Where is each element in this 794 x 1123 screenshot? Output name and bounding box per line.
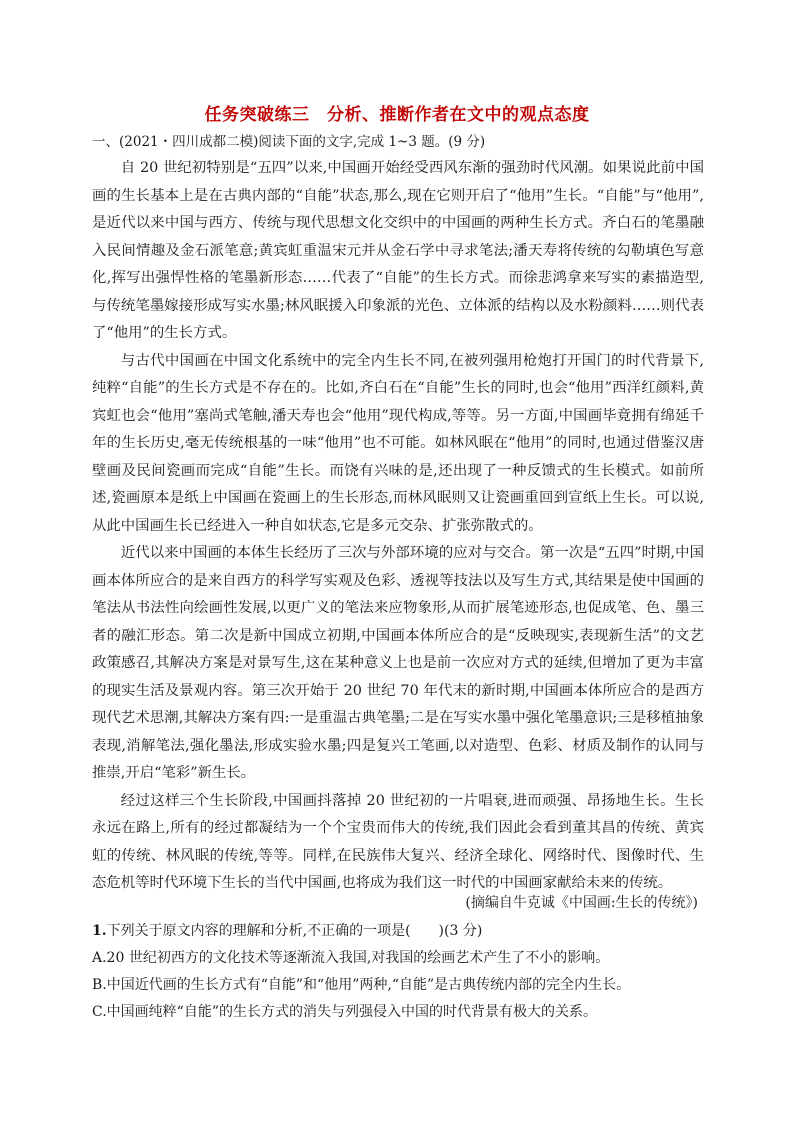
option-a: A.20 世纪初西方的文化技术等逐渐流入我国,对我国的绘画艺术产生了不小的影响。	[92, 950, 610, 966]
option-b: B.中国近代画的生长方式有“自能”和“他用”两种,“自能”是古典传统内部的完全内生长。	[92, 977, 631, 993]
question-stem	[92, 920, 704, 942]
question-1	[92, 920, 704, 1028]
question-stem-text: 下列关于原文内容的理解和分析,不正确的一项是( )(3 分)	[106, 923, 483, 939]
article-paragraph: 近代以来中国画的本体生长经历了三次与外部环境的应对与交合。第一次是“五四”时期,中国画本体所应合的是来自西方的科学写实观及色彩、透视等技法以及写生方式,其结果是使中国画的笔法从书法性向绘画性发展,以更广义的笔法来应物象形,从而扩展笔迹形态,也促成笔、色、墨三者的融汇形态。第二次是新中国成立初期,中国画本体所应合的是“反映现实,表现新生活”的文艺政策感召,其解决方案是对景写生,这在某种意义上也是前一次应对方式的延续,但增加了更为丰富的现实生活及景观内容。第三次开始于 20 世纪 70 年代末的新时期,中国画本体所应合的是西方现代艺术思潮,其解决方案有四:一是重温古典笔墨;二是在写实水墨中强化笔墨意识;三是移植抽象表现,消解笔法,强化墨法,形成实验水墨;四是复兴工笔画,以对造型、色彩、材质及制作的认同与推崇,开启“笔彩”新生长。	[92, 545, 704, 781]
section-intro: 一、(2021・四川成都二模)阅读下面的文字,完成 1~3 题。(9 分)	[92, 134, 486, 150]
question-number: 1.	[92, 923, 107, 939]
page-title: 任务突破练三 分析、推断作者在文中的观点态度	[204, 105, 590, 125]
article-body	[92, 155, 704, 898]
article-source: (摘编自牛克诚《中国画:生长的传统》)	[465, 895, 698, 911]
article-paragraph: 经过这样三个生长阶段,中国画抖落掉 20 世纪初的一片唱衰,进而顽强、昂扬地生长。生长永远在路上,所有的经过都凝结为一个个宝贵而伟大的传统,我们因此会看到董其昌的传统、黄宾虹的传统、林风眠的传统,等等。同样,在民族伟大复兴、经济全球化、网络时代、图像时代、生态危机等时代环境下生长的当代中国画,也将成为我们这一时代的中国画家献给未来的传统。	[92, 792, 704, 891]
article-paragraph: 自 20 世纪初特别是“五四”以来,中国画开始经受西风东渐的强劲时代风潮。如果说此前中国画的生长基本上是在古典内部的“自能”状态,那么,现在它则开启了“他用”生长。“自能”与“他用”,是近代以来中国与西方、传统与现代思想文化交织中的中国画的两种生长方式。齐白石的笔墨融入民间情趣及金石派笔意;黄宾虹重温宋元并从金石学中寻求笔法;潘天寿将传统的勾勒填色写意化,挥写出强悍性格的笔墨新形态……代表了“自能”的生长方式。而徐悲鸿拿来写实的素描造型,与传统笔墨嫁接形成写实水墨;林风眠援入印象派的光色、立体派的结构以及水粉颜料……则代表了“他用”的生长方式。	[92, 160, 704, 341]
article-paragraph: 与古代中国画在中国文化系统中的完全内生长不同,在被列强用枪炮打开国门的时代背景下,纯粹“自能”的生长方式是不存在的。比如,齐白石在“自能”生长的同时,也会“他用”西洋红颜料,黄宾虹也会“他用”塞尚式笔触,潘天寿也会“他用”现代构成,等等。另一方面,中国画毕竟拥有绵延千年的生长历史,毫无传统根基的一味“他用”也不可能。如林风眠在“他用”的同时,也通过借鉴汉唐壁画及民间瓷画而完成“自能”生长。而饶有兴味的是,还出现了一种反馈式的生长模式。如前所述,瓷画原本是纸上中国画在瓷画上的生长形态,而林风眠则又让瓷画重回到宣纸上生长。可以说,从此中国画生长已经进入一种自如状态,它是多元交杂、扩张弥散式的。	[92, 352, 704, 534]
option-c: C.中国画纯粹“自能”的生长方式的消失与列强侵入中国的时代背景有极大的关系。	[92, 1004, 597, 1020]
